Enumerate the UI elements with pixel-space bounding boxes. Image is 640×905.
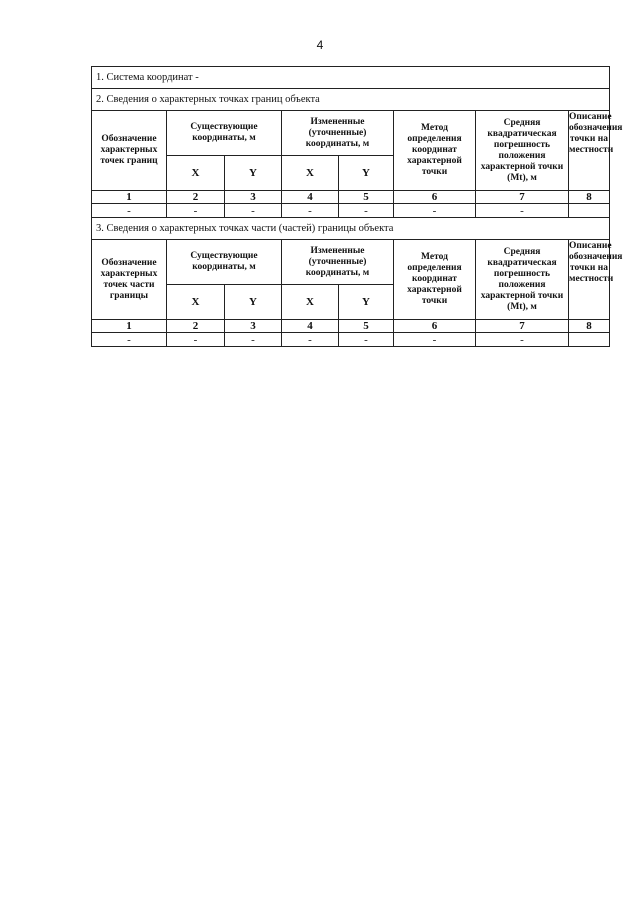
section3-number-row xyxy=(92,320,610,333)
s3-col-number: 5 xyxy=(339,320,394,333)
s2-col-number: 5 xyxy=(339,191,394,204)
s2-x-existing: X xyxy=(167,156,225,191)
s3-col-number: 4 xyxy=(282,320,339,333)
s3-y-existing: Y xyxy=(225,285,282,320)
s2-rms-header: Средняя квадратическая погрешность положения характерной точки (Mt), м xyxy=(476,111,569,191)
section3-title-row xyxy=(92,218,610,240)
s2-col-number: 8 xyxy=(569,191,610,204)
s2-description-header: Описание обозначения точки на местности xyxy=(569,111,610,191)
s2-col-number: 6 xyxy=(394,191,476,204)
section3-data-row xyxy=(92,333,610,347)
section3-header-row xyxy=(92,240,610,285)
section3-title: 3. Сведения о характерных точках части (частей) границы объекта xyxy=(92,218,610,240)
s2-y-changed: Y xyxy=(339,156,394,191)
s3-col-number: 2 xyxy=(167,320,225,333)
s3-cell: - xyxy=(394,333,476,347)
section2-header-row xyxy=(92,111,610,156)
s2-method-header: Метод определения координат характерной точки xyxy=(394,111,476,191)
s3-cell: - xyxy=(92,333,167,347)
section2-number-row xyxy=(92,191,610,204)
s3-cell xyxy=(569,333,610,347)
s2-col-number: 2 xyxy=(167,191,225,204)
s3-cell: - xyxy=(282,333,339,347)
section2-data-row xyxy=(92,204,610,218)
s3-cell: - xyxy=(476,333,569,347)
s3-col-number: 6 xyxy=(394,320,476,333)
page-number: 4 xyxy=(316,38,324,52)
s3-y-changed: Y xyxy=(339,285,394,320)
section2-title-row xyxy=(92,89,610,111)
s2-existing-coords-header: Существующие координаты, м xyxy=(167,111,282,156)
s2-cell: - xyxy=(282,204,339,218)
s2-cell: - xyxy=(394,204,476,218)
s2-x-changed: X xyxy=(282,156,339,191)
s3-col-number: 7 xyxy=(476,320,569,333)
s2-col-number: 1 xyxy=(92,191,167,204)
s3-cell: - xyxy=(339,333,394,347)
s2-y-existing: Y xyxy=(225,156,282,191)
s2-changed-coords-header: Измененные (уточненные) координаты, м xyxy=(282,111,394,156)
s2-cell: - xyxy=(339,204,394,218)
section1-row xyxy=(92,67,610,89)
s3-designation-header: Обозначение характерных точек части границы xyxy=(92,240,167,320)
s3-cell: - xyxy=(167,333,225,347)
boundary-points-table xyxy=(91,66,623,347)
s3-col-number: 8 xyxy=(569,320,610,333)
s2-col-number: 3 xyxy=(225,191,282,204)
section2-title: 2. Сведения о характерных точках границ объекта xyxy=(92,89,610,111)
s2-cell: - xyxy=(225,204,282,218)
s3-existing-coords-header: Существующие координаты, м xyxy=(167,240,282,285)
s3-cell: - xyxy=(225,333,282,347)
s3-x-existing: X xyxy=(167,285,225,320)
s3-changed-coords-header: Измененные (уточненные) координаты, м xyxy=(282,240,394,285)
s3-col-number: 3 xyxy=(225,320,282,333)
coordinate-system-title: 1. Система координат - xyxy=(92,67,610,89)
s2-cell xyxy=(569,204,610,218)
s2-col-number: 7 xyxy=(476,191,569,204)
s2-cell: - xyxy=(476,204,569,218)
s2-designation-header: Обозначение характерных точек границ xyxy=(92,111,167,191)
s2-col-number: 4 xyxy=(282,191,339,204)
s2-cell: - xyxy=(167,204,225,218)
s3-description-header: Описание обозначения точки на местности xyxy=(569,240,610,320)
s2-cell: - xyxy=(92,204,167,218)
s3-x-changed: X xyxy=(282,285,339,320)
s3-col-number: 1 xyxy=(92,320,167,333)
s3-method-header: Метод определения координат характерной точки xyxy=(394,240,476,320)
s3-rms-header: Средняя квадратическая погрешность положения характерной точки (Mt), м xyxy=(476,240,569,320)
